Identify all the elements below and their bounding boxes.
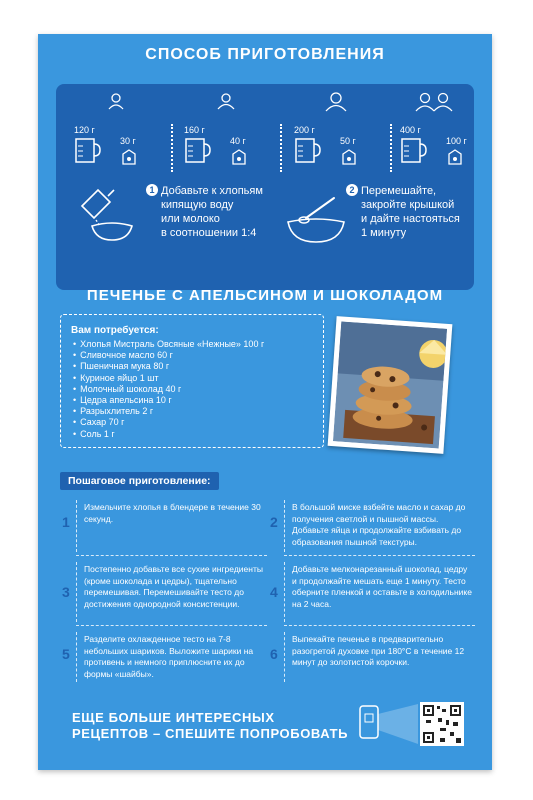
measuring-jug-icon (398, 136, 428, 166)
cookies-photo (328, 316, 453, 454)
ingredient-item: • Молочный шоколад 40 г (73, 384, 264, 395)
ingredients-title: Вам потребуется: (71, 325, 159, 336)
portion-divider (280, 124, 282, 172)
step-number: 2 (346, 184, 358, 196)
step-line: закройте крышкой (361, 199, 455, 211)
flakes-amount: 120 г (74, 125, 95, 135)
dashed-divider (284, 625, 475, 626)
liquid-amount: 50 г (340, 136, 356, 146)
recipe-step-4 (270, 562, 475, 626)
flakes-pack-icon (230, 148, 248, 166)
portion-divider (171, 124, 173, 172)
dashed-divider (284, 555, 475, 556)
step-text: Разделите охлажденное тесто на 7-8 небольших шариков. Выложите шарики на противень и немного приплюсните их до формы «шайбы». (84, 634, 254, 679)
dashed-divider (76, 555, 267, 556)
recipe-step-1 (62, 500, 267, 556)
step-number: 2 (270, 514, 278, 530)
flakes-amount: 200 г (294, 125, 315, 135)
dashed-divider (76, 625, 267, 626)
step-line: в соотношении 1:4 (161, 227, 257, 239)
person-icon (288, 92, 384, 117)
method-step-1 (146, 184, 263, 240)
flakes-amount: 400 г (400, 125, 421, 135)
dashed-divider (284, 500, 285, 552)
step-number: 4 (270, 584, 278, 600)
measuring-jug-icon (72, 136, 102, 166)
flakes-amount: 160 г (184, 125, 205, 135)
cta-line: ЕЩЕ БОЛЬШЕ ИНТЕРЕСНЫХ (72, 710, 275, 725)
step-line: Добавьте к хлопьям (161, 185, 263, 197)
dashed-divider (76, 500, 77, 552)
step-text: В большой миске взбейте масло и сахар до получения светлой и пышной массы. Добавьте яйца и продолжайте взбивать до образования пышной текстуры. (292, 502, 466, 547)
ingredients-box (60, 314, 324, 448)
pour-liquid-icon (76, 186, 138, 244)
more-recipes-cta (72, 710, 348, 742)
dashed-divider (284, 562, 285, 622)
ingredient-item: • Хлопья Мистраль Овсяные «Нежные» 100 г (73, 339, 264, 350)
step-text: Добавьте мелконарезанный шоколад, цедру и продолжайте мешать еще 1 минуту. Тесто оберните пленкой и оставьте в холодильнике на 2 часа. (292, 564, 472, 609)
step-number: 3 (62, 584, 70, 600)
ingredient-item: • Пшеничная мука 80 г (73, 361, 264, 372)
liquid-amount: 40 г (230, 136, 246, 146)
step-line: 1 минуту (361, 227, 407, 239)
dashed-divider (76, 562, 77, 622)
step-text: Измельчите хлопья в блендере в течение 30 секунд. (84, 502, 261, 524)
ingredient-item: • Сахар 70 г (73, 417, 264, 428)
step-number: 6 (270, 646, 278, 662)
step-text: Выпекайте печенье в предварительно разогретой духовке при 180°С в течение 12 минут до золотистой корочки. (292, 634, 465, 667)
liquid-amount: 30 г (120, 136, 136, 146)
method-title: СПОСОБ ПРИГОТОВЛЕНИЯ (145, 46, 385, 63)
portion-3 (288, 92, 384, 174)
measuring-jug-icon (182, 136, 212, 166)
ingredient-item: • Цедра апельсина 10 г (73, 395, 264, 406)
ingredient-item: • Соль 1 г (73, 429, 264, 440)
cta-line: РЕЦЕПТОВ – СПЕШИТЕ ПОПРОБОВАТЬ (72, 726, 349, 741)
portion-4 (394, 92, 474, 174)
recipe-step-6 (270, 632, 475, 684)
package-back (38, 34, 492, 770)
measuring-jug-icon (292, 136, 322, 166)
bowl-spoon-icon (282, 196, 348, 246)
recipe-step-2 (270, 500, 475, 556)
step-number: 5 (62, 646, 70, 662)
preparation-panel (56, 84, 474, 290)
step-line: или молоко (161, 213, 220, 225)
flakes-pack-icon (446, 148, 464, 166)
cookies-stack-image (333, 321, 447, 448)
step-number: 1 (62, 514, 70, 530)
portion-divider (390, 124, 392, 172)
ingredients-list (73, 339, 264, 440)
method-step-2 (346, 184, 460, 240)
portion-2 (178, 92, 274, 174)
step-number: 1 (146, 184, 158, 196)
step-line: Перемешайте, (361, 185, 437, 197)
flakes-pack-icon (340, 148, 358, 166)
phone-scan-qr-icon (356, 700, 466, 748)
dashed-divider (76, 632, 77, 682)
person-icon (68, 92, 164, 115)
step-text: Постепенно добавьте все сухие ингредиенты (кроме шоколада и цедры), тщательно перемешивая. Перемешивайте тесто до достижения однородной консистенции. (84, 564, 263, 609)
ingredient-item: • Куриное яйцо 1 шт (73, 373, 264, 384)
qr-scan-area (356, 700, 466, 748)
dashed-divider (284, 632, 285, 682)
flakes-pack-icon (120, 148, 138, 166)
recipe-step-3 (62, 562, 267, 626)
liquid-amount: 100 г (446, 136, 467, 146)
ingredient-item: • Сливочное масло 60 г (73, 350, 264, 361)
ingredient-item: • Разрыхлитель 2 г (73, 406, 264, 417)
portion-1 (68, 92, 164, 174)
two-persons-icon (394, 92, 474, 117)
steps-title: Пошаговое приготовление: (60, 472, 219, 490)
person-icon (178, 92, 274, 115)
step-line: и дайте настояться (361, 213, 460, 225)
recipe-step-5 (62, 632, 267, 684)
recipe-title: ПЕЧЕНЬЕ С АПЕЛЬСИНОМ И ШОКОЛАДОМ (86, 287, 444, 304)
step-line: кипящую воду (161, 199, 234, 211)
